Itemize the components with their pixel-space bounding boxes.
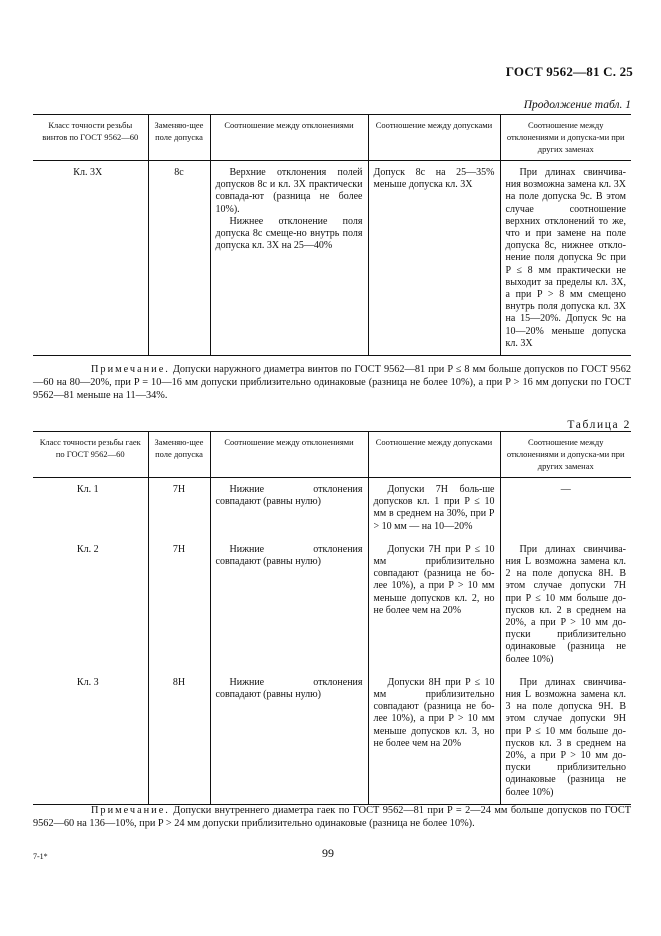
tolerances-cell [368, 671, 500, 805]
other-cell [500, 671, 631, 805]
note-text: Допуски внутреннего диаметра гаек по ГОСТ 9562—81 при P = 2—24 мм больше допусков по ГОСТ 9562—60 на 136—10%, при P > 24 мм допуски приблизительно одинаковые (разница не более 10%). [33, 805, 631, 829]
deviations-cell [210, 161, 368, 356]
note-label: Примечание. [91, 364, 170, 375]
column-header: Соотношение между допусками [368, 115, 500, 161]
class-cell: Кл. 2 [76, 543, 99, 555]
table-row [33, 161, 631, 356]
class-cell: Кл. 3Х [33, 161, 148, 356]
column-header: Класс точности резьбы гаек по ГОСТ 9562—60 [33, 432, 148, 478]
other-cell: — [500, 478, 631, 538]
class-cell: Кл. 1 [76, 484, 99, 495]
tolerances-cell: Допуск 8с на 25—35% меньше допуска кл. 3Х [368, 161, 500, 356]
column-header: Класс точности резьбы винтов по ГОСТ 9562—60 [33, 115, 148, 161]
tolerances-cell [368, 538, 500, 671]
table-continuation-label: Продолжение табл. 1 [523, 99, 631, 111]
other-paragraph: При длинах свинчива-ния возможна замена кл. 3Х на поле допуска 9с. В этом случае соотношение верхних отклонений то же, что и при замене на поле допуска 8с, нижнее откло-нение поля допуска 9с при P ≤ 8 мм практически не выходит за пределы кл. 3Х, а при P > 8 мм смещено внутрь поля допуска кл. 3Х на 15—20%. Допуск 9с на 10—20% меньше допуска кл. 3Х [505, 167, 626, 349]
deviations-cell [210, 671, 368, 805]
tolerances-paragraph: Допуски 7Н боль-ше допусков кл. 1 при P ≤ 10 мм в среднем на 30%, при P > 10 мм — на 10—20% [373, 484, 495, 532]
tolerances-paragraph: Допуски 7Н при P ≤ 10 мм приблизительно совпадают (разница не бо-лее 10%), а при P > 10 мм меньше допусков кл. 2, но не более чем на 20% [373, 543, 495, 616]
note-2 [33, 804, 631, 830]
tolerances-paragraph: Допуски 8Н при P ≤ 10 мм приблизительно совпадают (разница не бо-лее 10%), а при P > 10 мм меньше допусков кл. 3, но не более чем на 20% [373, 676, 495, 749]
deviations-paragraph: Нижние отклонения совпадают (равны нулю) [215, 676, 363, 701]
note-text: Допуски наружного диаметра винтов по ГОСТ 9562—81 при P ≤ 8 мм больше допусков по ГОСТ 9562—60 на 80—20%, при P = 10—16 мм допуски приблизительно одинаковые (разница не более 10%), а при P > 16 мм допуски по ГОСТ 9562—81 меньше на 11—34%. [33, 364, 631, 401]
column-header: Соотношение между отклонениями и допуска-ми при других заменах [500, 115, 631, 161]
class-cell: Кл. 3 [33, 671, 148, 805]
other-paragraph: При длинах свинчива-ния L возможна замена кл. 2 на поле допуска 8Н. В этом случае допуски 7Н при P ≤ 10 мм больше до-пусков кл. 2 в среднем на 20%, а при P > 10 мм до-пуски приблизительно одинаковые (разница не более 10%) [505, 543, 626, 665]
field-cell: 7Н [148, 478, 210, 538]
note-label: Примечание. [91, 805, 170, 816]
table-header-row [33, 115, 631, 161]
table-row [33, 478, 631, 538]
column-header: Соотношение между отклонениями и допуска-ми при других заменах [500, 432, 631, 478]
page-number: 99 [322, 846, 334, 860]
column-header: Заменяю-щее поле допуска [148, 115, 210, 161]
table-header-row [33, 432, 631, 478]
deviations-paragraph: Верхние отклонения полей допусков 8с и кл. 3Х практически совпада-ют (разница не более 10%). [215, 167, 363, 215]
deviations-paragraph: Нижние отклонения совпадают (равны нулю) [215, 484, 363, 508]
other-paragraph: При длинах свинчива-ния L возможна замена кл. 3 на поле допуска 9Н. В этом случае допуски 9Н при P ≤ 10 мм больше до-пусков кл. 3 в среднем на 20%, а при P > 10 мм до-пуски приблизительно одинаковые (разница не более 10%) [505, 676, 626, 798]
column-header: Соотношение между отклонениями [210, 432, 368, 478]
column-header: Соотношение между отклонениями [210, 115, 368, 161]
table-2 [33, 431, 631, 805]
other-cell [500, 538, 631, 671]
deviations-paragraph: Нижние отклонения совпадают (равны нулю) [215, 543, 363, 568]
column-header: Соотношение между допусками [368, 432, 500, 478]
note-1 [33, 363, 631, 402]
table-row [33, 671, 631, 805]
table-title: Таблица 2 [567, 419, 631, 431]
deviations-cell [210, 478, 368, 538]
page-header: ГОСТ 9562—81 С. 25 [505, 64, 633, 79]
table-1 [33, 114, 631, 356]
field-cell: 8Н [148, 671, 210, 805]
field-cell: 7Н [148, 538, 210, 671]
table-row [33, 538, 631, 671]
field-cell: 8с [148, 161, 210, 356]
column-header: Заменяю-щее поле допуска [148, 432, 210, 478]
deviations-cell [210, 538, 368, 671]
other-cell [500, 161, 631, 356]
tolerances-cell [368, 478, 500, 538]
deviations-paragraph: Нижнее отклонение поля допуска 8с смеще-но внутрь поля допуска кл. 3Х на 25—40% [215, 215, 363, 252]
print-mark: 7-1* [33, 852, 48, 861]
